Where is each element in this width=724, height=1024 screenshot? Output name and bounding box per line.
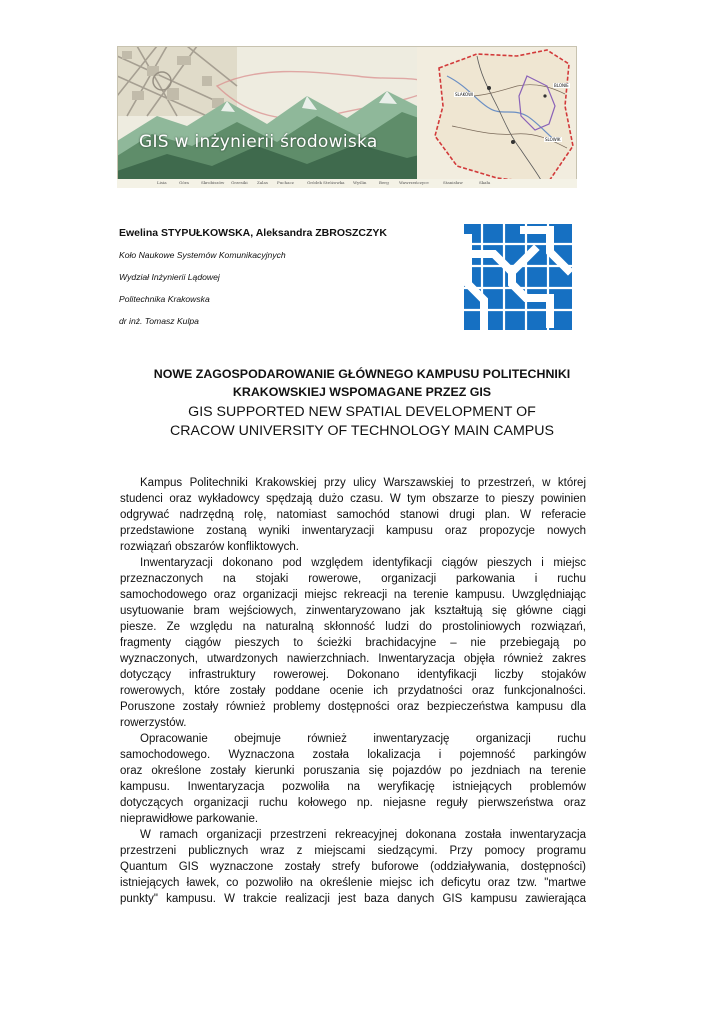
body-text-line: przedstawione zostaną wyniki inwentaryzacji kampusu oraz propozycje nowych	[120, 525, 586, 537]
body-text-line: Kampus Politechniki Krakowskiej przy ulicy Warszawskiej to przestrzeń, w której	[140, 477, 586, 489]
body-text-line: Inwentaryzacji dokonano pod względem identyfikacji ciągów pieszych i miejsc	[140, 557, 586, 569]
body-text-line: Quantum GIS wyznaczone zostały strefy buforowe (oddziaływania, dostępności)	[120, 861, 586, 873]
body-text-line: oraz określone zostały kierunki poruszania się pojazdów po jezdniach na terenie	[120, 765, 586, 777]
caption-item: Skała	[479, 180, 491, 185]
map-label: SLOWIK	[545, 137, 561, 142]
map-label: SLAKOWI	[455, 92, 474, 97]
body-text-line: istniejących ławek, co pozwoliło na określenie miejsc ich deficytu oraz tzw. "martwe	[120, 877, 586, 889]
body-text-line: Poruszone zostały również problemy dostępności oraz bezpieczeństwa kampusu dla	[120, 701, 586, 713]
caption-item: Berg	[379, 180, 389, 185]
body-text-line: kampusu. Inwentaryzacja pozwoliła na weryfikację istniejących problemów	[120, 781, 586, 793]
body-text-line: dotyczących organizacji ruchu kołowego np. niejasne reguły pierwszeństwa oraz	[120, 797, 586, 809]
body-text-line: usytuowanie bram wejściowych, zinwentaryzowano jak kształtują się główne ciągi	[120, 605, 586, 617]
banner-title: GIS w inżynierii środowiska	[139, 132, 378, 152]
title-english-line: CRACOW UNIVERSITY OF TECHNOLOGY MAIN CAMPUS	[170, 423, 554, 439]
affiliation-line: Politechnika Krakowska	[119, 294, 210, 304]
body-text-line: przestrzeni publicznych wraz z miejscami siedzącymi. Przy pomocy programu	[120, 845, 586, 857]
body-text-line: rowerowych, które zostały poddane ocenie ich przydatności oraz funkcjonalności.	[120, 685, 586, 697]
body-text-line: wyznaczonych, utwardzonych nawierzchniach. Inwentaryzacja objęła również zakres	[120, 653, 586, 665]
body-text-line: samochodowego. Wyznaczona została lokalizacja i pojemność parkingów	[120, 749, 586, 761]
affiliation-line: Wydział Inżynierii Lądowej	[119, 272, 220, 282]
body-text-line: piesze. Ze względu na naturalną skłonność ludzi do prostoliniowych rozwiązań,	[120, 621, 586, 633]
body-text-line: W ramach organizacji przestrzeni rekreacyjnej dokonana została inwentaryzacja	[140, 829, 586, 841]
caption-item: Zalas	[257, 180, 268, 185]
title-polish-line: KRAKOWSKIEJ WSPOMAGANE PRZEZ GIS	[232, 385, 492, 399]
conference-logo	[464, 224, 572, 330]
region-map-illustration	[417, 46, 577, 188]
body-text-line: przeznaczonych na stojaki rowerowe, organizacji parkowania i ruchu	[120, 573, 586, 585]
banner-artwork	[117, 46, 577, 188]
title-polish-line: NOWE ZAGOSPODAROWANIE GŁÓWNEGO KAMPUSU POLITECHNIKI	[153, 367, 571, 381]
affiliation-line: dr inż. Tomasz Kulpa	[119, 316, 199, 326]
body-text-line: studenci oraz wykładowcy spędzają dużo czasu. W tym obszarze to pieszy powinien	[120, 493, 586, 505]
map-label: BLONIE	[554, 83, 569, 88]
caption-item: Gródek Stróżowka	[307, 180, 345, 185]
body-text-line: samochodowego oraz organizacji miejsc rekreacji na terenie kampusu. Uwzględniając	[120, 589, 586, 601]
caption-item: Góra	[179, 180, 189, 185]
title-english-line: GIS SUPPORTED NEW SPATIAL DEVELOPMENT OF	[188, 404, 536, 420]
caption-item: Puchacz	[277, 180, 294, 185]
authors: Ewelina STYPUŁKOWSKA, Aleksandra ZBROSZCZYK	[119, 227, 387, 239]
affiliation-line: Koło Naukowe Systemów Komunikacyjnych	[119, 250, 286, 260]
body-text-line: nieprawidłowe parkowanie.	[120, 813, 259, 825]
caption-item: Lisia	[157, 180, 167, 185]
caption-item: Wyślin	[353, 180, 367, 185]
body-text-line: rowerzystów.	[120, 717, 187, 729]
city-plan-illustration	[117, 46, 237, 116]
body-text-line: Opracowanie obejmuje również inwentaryzację organizacji ruchu	[140, 733, 586, 745]
banner-caption-strip	[117, 179, 577, 188]
body-text-line: dotyczący infrastruktury rowerowej. Dokonano identyfikacji liczby stojaków	[120, 669, 586, 681]
body-text-line: punkty" kampusu. W trakcie realizacji jest baza danych GIS kampusu zawierająca	[120, 893, 586, 905]
caption-item: Grzesiki	[231, 180, 248, 185]
caption-item: Skrobiszów	[201, 180, 225, 185]
header-banner	[117, 46, 577, 188]
body-text-line: rozwiązań obszarów konfliktowych.	[120, 541, 299, 553]
caption-item: Stanisław	[443, 180, 463, 185]
caption-item: Wawrzeńczyce	[399, 180, 429, 185]
body-text-line: odgrywać nadrzędną rolę, natomiast samochód stanowi drugi plan. W referacie	[120, 509, 586, 521]
body-text-line: fragmenty ciągów pieszych to ścieżki brachidacyjne – nie przebiegają po	[120, 637, 586, 649]
